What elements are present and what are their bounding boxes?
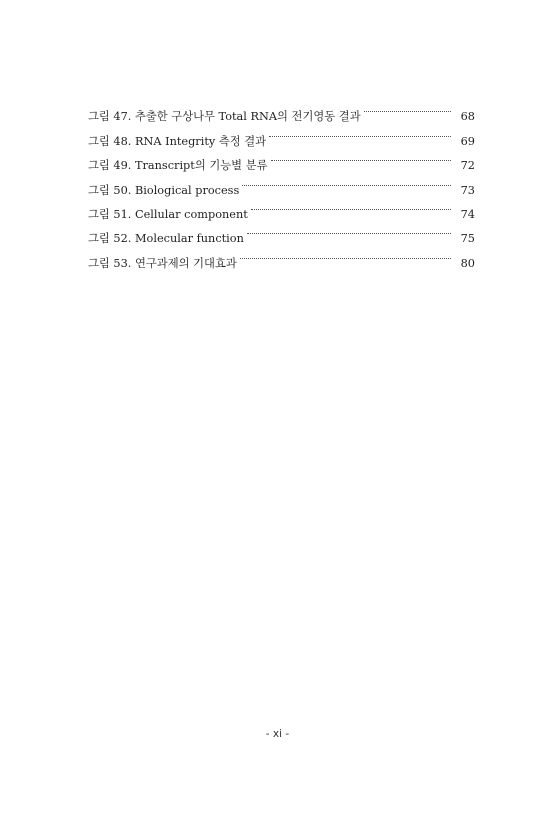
page-number: - xi - bbox=[265, 728, 290, 740]
toc-entry-page: 73 bbox=[460, 183, 475, 197]
toc-entry-page: 68 bbox=[460, 110, 475, 124]
toc-entry-title: 그림 48. RNA Integrity 측정 결과 bbox=[88, 134, 267, 148]
toc-entry-page: 72 bbox=[460, 159, 475, 173]
toc-entry-page: 74 bbox=[460, 207, 475, 221]
toc-dot-leader bbox=[242, 169, 451, 193]
table-of-figures bbox=[88, 96, 475, 270]
toc-entry-page: 75 bbox=[460, 232, 475, 246]
toc-dot-leader bbox=[364, 96, 451, 120]
toc-entry-title: 그림 52. Molecular function bbox=[88, 232, 244, 246]
toc-entry-title: 그림 50. Biological process bbox=[88, 183, 240, 197]
toc-entry-title: 그림 47. 추출한 구상나무 Total RNA의 전기영동 결과 bbox=[88, 110, 361, 124]
toc-dot-leader bbox=[251, 194, 451, 218]
toc-dot-leader bbox=[269, 120, 451, 144]
toc-entry-page: 80 bbox=[460, 256, 475, 270]
toc-entry bbox=[88, 96, 475, 124]
toc-entry-title: 그림 53. 연구과제의 기대효과 bbox=[88, 256, 237, 270]
toc-dot-leader bbox=[247, 218, 451, 242]
toc-dot-leader bbox=[240, 242, 451, 266]
toc-entry-title: 그림 49. Transcript의 기능별 분류 bbox=[88, 159, 268, 173]
toc-entry-title: 그림 51. Cellular component bbox=[88, 207, 248, 221]
toc-entry-page: 69 bbox=[460, 134, 475, 148]
toc-dot-leader bbox=[271, 145, 452, 169]
